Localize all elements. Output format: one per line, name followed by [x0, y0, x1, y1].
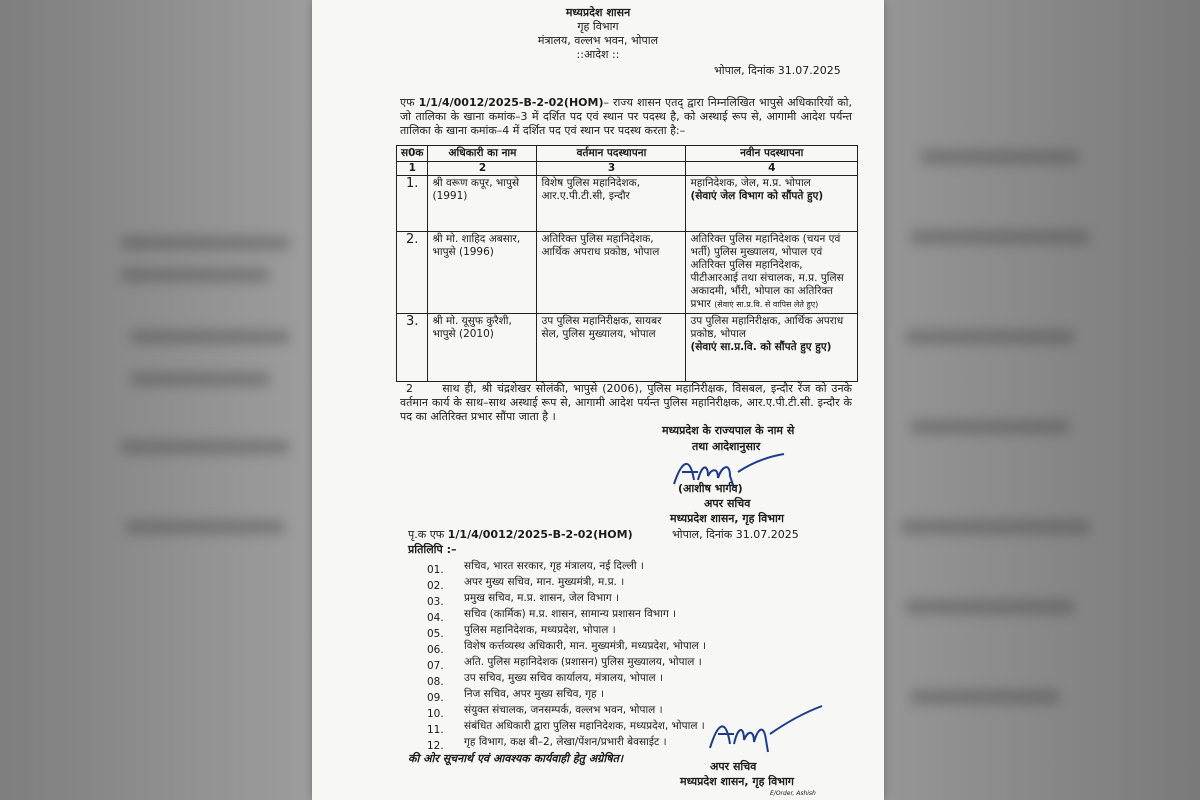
- file-prefix: एफ: [400, 96, 415, 109]
- row-current-posting: उप पुलिस महानिरीक्षक, सायबर सेल, पुलिस मुख्यालय, भोपाल: [537, 314, 686, 382]
- row-new-posting: [686, 314, 858, 382]
- order-document: [312, 0, 884, 800]
- copy-item-number: 08.: [427, 676, 444, 688]
- copy-item-text: विशेष कर्त्तव्यस्थ अधिकारी, मान. मुख्यमंत्री, मध्यप्रदेश, भोपाल ।: [464, 640, 707, 652]
- copy-item-number: 03.: [427, 596, 444, 608]
- copy-item-number: 06.: [427, 644, 444, 656]
- col-header-sn: स0क: [397, 146, 428, 162]
- signer-name: (आशीष भार्गव): [678, 482, 743, 495]
- order-intro: [400, 96, 852, 138]
- table-row: [397, 232, 858, 314]
- signer-designation: अपर सचिव: [704, 497, 751, 510]
- table-header-row: [397, 146, 858, 162]
- row-sn: 2.: [397, 232, 428, 314]
- endorsement-file-number: 1/1/4/0012/2025-B-2-02(HOM): [447, 528, 633, 541]
- copy-item-text: अपर मुख्य सचिव, मान. मुख्यमंत्री, म.प्र. ।: [464, 576, 625, 588]
- posting-table: [396, 145, 858, 382]
- new-posting-text: महानिदेशक, जेल, म.प्र. भोपाल: [690, 177, 811, 189]
- posting-note: (सेवाएं सा.प्र.वि. को सौंपते हुए हुए): [690, 341, 832, 353]
- row-current-posting: अतिरिक्त पुलिस महानिदेशक, आर्थिक अपराध प्रकोष्ठ, भोपाल: [537, 232, 686, 314]
- copy-item-text: निज सचिव, अपर मुख्य सचिव, गृह ।: [464, 688, 604, 700]
- col-header-name: अधिकारी का नाम: [428, 146, 537, 162]
- header-department: गृह विभाग: [577, 20, 619, 33]
- copy-item-number: 04.: [427, 612, 444, 624]
- copy-item-text: अति. पुलिस महानिदेशक (प्रशासन) पुलिस मुख्यालय, भोपाल ।: [464, 656, 702, 668]
- endorsement-office: मध्यप्रदेश शासन, गृह विभाग: [680, 775, 794, 788]
- col-header-current: वर्तमान पदस्थापना: [537, 146, 686, 162]
- table-row: [397, 314, 858, 382]
- row-sn: 1.: [397, 176, 428, 232]
- row-officer-name: श्री वरूण कपूर, भापुसे (1991): [428, 176, 537, 232]
- copy-item-number: 10.: [427, 708, 444, 720]
- file-number: 1/1/4/0012/2025-B-2-02(HOM): [418, 96, 604, 109]
- copy-item-text: सचिव, भारत सरकार, गृह मंत्रालय, नई दिल्ली ।: [464, 560, 644, 572]
- signer-office: मध्यप्रदेश शासन, गृह विभाग: [670, 512, 784, 525]
- paragraph-2: [400, 382, 852, 424]
- copy-item-number: 05.: [427, 628, 444, 640]
- posting-note: (सेवाएं सा.प्र.वि. से वापिस लेते हुए): [714, 300, 819, 309]
- footer-mark: E/Order, Ashish: [770, 790, 816, 797]
- header-state: मध्यप्रदेश शासन: [565, 6, 631, 19]
- copy-item-text: प्रमुख सचिव, म.प्र. शासन, जेल विभाग ।: [464, 592, 620, 604]
- paragraph-text: साथ ही, श्री चंद्रशेखर सोलंकी, भापुसे (2006), पुलिस महानिरीक्षक, विसबल, इन्दौर रेंज को उनके वर्तमान कार्य के साथ–साथ अस्थाई रूप से, आगामी आदेश पर्यन्त पुलिस महानिरीक्षक, आर.ए.पी.टी.सी. इन्दौर के पद का अतिरिक्त प्रभार सौंपा जाता है ।: [400, 382, 852, 423]
- new-posting-text: उप पुलिस महानिरीक्षक, आर्थिक अपराध प्रकोष्ठ, भोपाल: [690, 315, 844, 340]
- closing-line: की ओर सूचनार्थ एवं आवश्यक कार्यवाही हेतु अग्रेषित।: [408, 752, 624, 765]
- header-title: ::आदेश ::: [576, 48, 620, 61]
- copy-item-text: सचिव (कार्मिक) म.प्र. शासन, सामान्य प्रशासन विभाग ।: [464, 608, 677, 620]
- copy-item-text: गृह विभाग, कक्ष बी–2, लेखा/पेंशन/प्रभारी बेवसाईट ।: [464, 736, 667, 748]
- paragraph-number: 2: [406, 382, 413, 395]
- copy-item-number: 12.: [427, 740, 444, 752]
- col-number: 4: [686, 162, 858, 176]
- copy-item-number: 01.: [427, 564, 444, 576]
- header-address: मंत्रालय, वल्लभ भवन, भोपाल: [537, 34, 659, 47]
- col-number: 2: [428, 162, 537, 176]
- intro-text: – राज्य शासन एतद् द्वारा निम्नलिखित भापुसे अधिकारियों को, जो तालिका के खाना कमांक–3 में दर्शित पद एवं स्थान पर पदस्थ है, को अस्थाई रूप से, आगामी आदेश पर्यन्त तालिका के खाना कमांक–4 में दर्शित पद एवं स्थान पर पदस्थ करता है:–: [400, 96, 852, 137]
- posting-note: (सेवाएं जेल विभाग को सौंपते हुए): [690, 190, 824, 202]
- col-header-new: नवीन पदस्थापना: [686, 146, 858, 162]
- header-place-date: भोपाल, दिनांक 31.07.2025: [714, 64, 841, 77]
- row-new-posting: [686, 232, 858, 314]
- col-number: 1: [397, 162, 428, 176]
- handwritten-signature-2: [706, 704, 826, 756]
- copy-item-text: पुलिस महानिदेशक, मध्यप्रदेश, भोपाल ।: [464, 624, 616, 636]
- col-number: 3: [537, 162, 686, 176]
- copy-item-text: संयुक्त संचालक, जनसम्पर्क, वल्लभ भवन, भोपाल ।: [464, 704, 663, 716]
- signature-line2: तथा आदेशानुसार: [692, 440, 761, 453]
- endorsement-prefix: पृ.क एफ: [408, 528, 445, 541]
- row-current-posting: विशेष पुलिस महानिदेशक, आर.ए.पी.टी.सी, इन्दौर: [537, 176, 686, 232]
- copy-item-text: संबंधित अधिकारी द्वारा पुलिस महानिदेशक, मध्यप्रदेश, भोपाल ।: [464, 720, 705, 732]
- row-sn: 3.: [397, 314, 428, 382]
- copy-item-number: 11.: [427, 724, 444, 736]
- copy-item-number: 09.: [427, 692, 444, 704]
- table-colnum-row: [397, 162, 858, 176]
- copy-item-text: उप सचिव, मुख्य सचिव कार्यालय, मंत्रालय, भोपाल ।: [464, 672, 663, 684]
- table-row: [397, 176, 858, 232]
- copy-item-number: 02.: [427, 580, 444, 592]
- signature-line1: मध्यप्रदेश के राज्यपाल के नाम से: [662, 424, 795, 437]
- endorsement-designation: अपर सचिव: [710, 760, 757, 773]
- endorsement-date: भोपाल, दिनांक 31.07.2025: [672, 528, 799, 541]
- new-posting-text: अतिरिक्त पुलिस महानिदेशक (चयन एवं भर्ती) पुलिस मुख्यालय, भोपाल एवं अतिरिक्त पुलिस महानिदेशक, पीटीआरआई तथा संचालक, म.प्र. पुलिस अकादमी, भौंरी, भोपाल का अतिरिक्त प्रभार: [690, 233, 844, 310]
- row-officer-name: श्री मो. यूसुफ कुरैशी, भापुसे (2010): [428, 314, 537, 382]
- row-officer-name: श्री मो. शाहिद अबसार, भापुसे (1996): [428, 232, 537, 314]
- copy-item-number: 07.: [427, 660, 444, 672]
- endorsement-ref: [408, 528, 633, 542]
- row-new-posting: [686, 176, 858, 232]
- copy-to-label: प्रतिलिपि :–: [408, 543, 457, 556]
